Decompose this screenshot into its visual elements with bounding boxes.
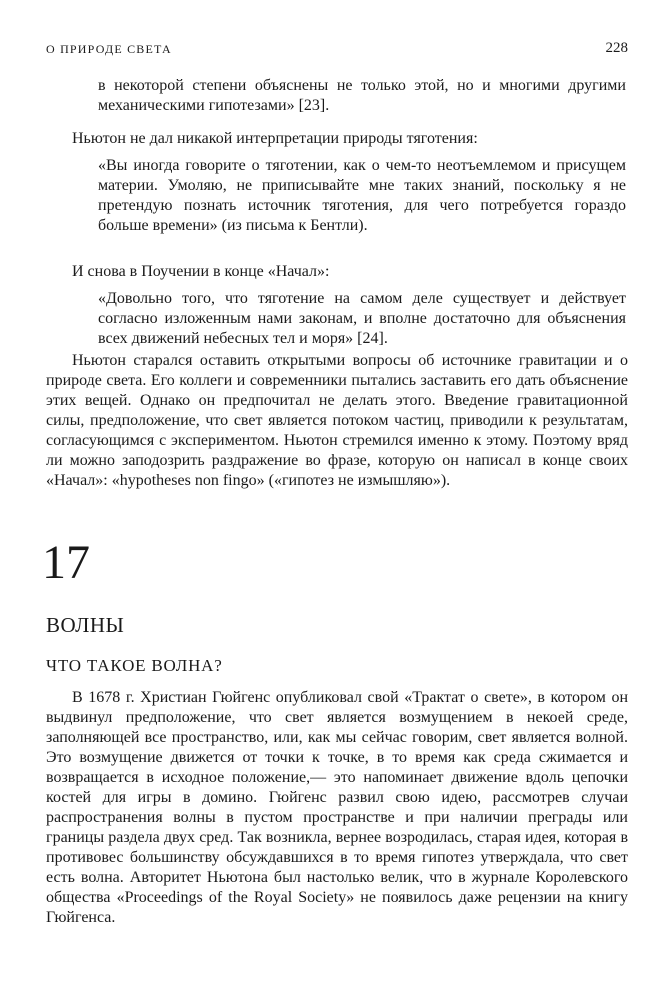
paragraph-huygens: В 1678 г. Христиан Гюйгенс опубликовал свой «Трактат о свете», в котором он выдвинул предположение, что свет является возмущением в некоей среде, заполняющей все пространство, или, как мы сейчас говорим, свет является волной. Это возмущение движется от точки к точке, в то время как среда сжимается и возвращается в исходное положение,— это напоминает движение вдоль цепочки костей для игры в домино. Гюйгенс развил свою идею, рассмотрев случаи распространения волны в пустом пространстве и при наличии преграды или границы раздела двух сред. Так возникла, вернее возродилась, старая идея, которая в противовес большинству обсуждавшихся в то время гипотез утверждала, что свет есть волна. Авторитет Ньютона был настолько велик, что в журнале Королевского общества «Proceedings of the Royal Society» не появилось даже рецензии на книгу Гюйгенса. — [46, 689, 628, 926]
intro-principia: И снова в Поучении в конце «Начал»: — [72, 263, 330, 280]
intro-gravity: Ньютон не дал никакой интерпретации природы тяготения: — [72, 130, 478, 147]
paragraph-newton: Ньютон старался оставить открытыми вопросы об источнике гравитации и о природе света. Его коллеги и современники пытались заставить его дать объяснение этих вещей. Однако он предпочитал не делать этого. Введение гравитационной силы, предположение, что свет является потоком частиц, приводили к результатам, согласующимся с экспериментом. Ньютон стремился именно к этому. Поэтому вряд ли можно заподозрить раздражение во фразе, которую он написал в конце своих «Начал»: «hypotheses non fingo» («гипотез не измышляю»). — [46, 352, 628, 489]
running-head-title: О ПРИРОДЕ СВЕТА — [46, 42, 172, 56]
quote-principia: «Довольно того, что тяготение на самом деле существует и действует согласно изложенным нами законам, и вполне достаточно для объяснения всех движений небесных тел и моря» [24]. — [98, 290, 626, 347]
quote-continuation: в некоторой степени объяснены не только этой, но и многими другими механическими гипотезами» [23]. — [98, 77, 626, 114]
chapter-title: ВОЛНЫ — [46, 613, 125, 637]
quote-bentley: «Вы иногда говорите о тяготении, как о чем-то неотъемлемом и присущем материи. Умоляю, не приписывайте мне таких знаний, поскольку я не претендую познать источник тяготения, для чего потребуется гораздо больше времени» (из письма к Бентли). — [98, 157, 626, 234]
page-number: 228 — [605, 40, 628, 56]
section-title: ЧТО ТАКОЕ ВОЛНА? — [46, 656, 223, 675]
running-header — [46, 42, 628, 62]
chapter-number: 17 — [42, 536, 90, 589]
